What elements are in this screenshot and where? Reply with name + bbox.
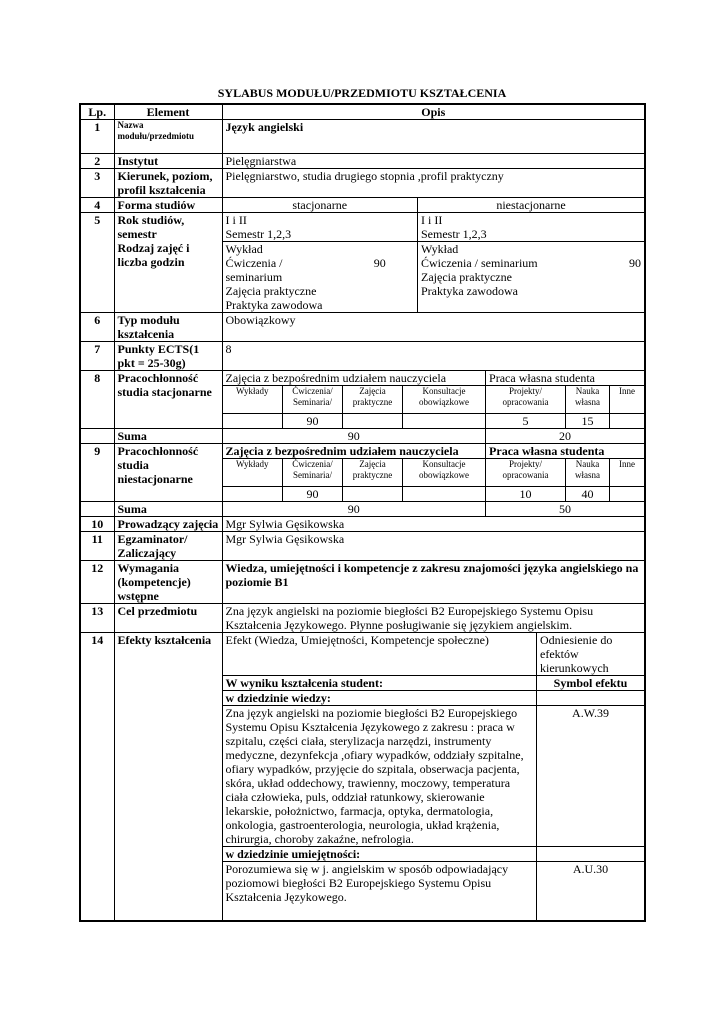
row-11-value: Mgr Sylwia Gęsikowska [222, 532, 645, 561]
r9-suma-direct: 90 [347, 502, 360, 516]
header-element: Element [114, 104, 222, 120]
zaj-stac-3: Praktyka zawodowa [225, 298, 323, 312]
r9-val-0 [223, 487, 283, 502]
row-2 [80, 154, 645, 169]
umiejetnosci-symbol: A.U.30 [537, 862, 645, 920]
r8-direct: Zajęcia z bezpośrednim udziałem nauczyciela [223, 371, 486, 386]
sem-niestac: Semestr 1,2,3 [421, 227, 487, 241]
row-5-element-2: Rodzaj zajęć i liczba godzin [117, 241, 190, 269]
row-12 [80, 561, 645, 604]
r8-col-1: Ćwiczenia/ Seminaria/ [283, 386, 343, 414]
row-9-element: Pracochłonność studia niestacjonarne [114, 444, 222, 502]
row-7-element: Punkty ECTS(1 pkt = 25-30g) [114, 342, 222, 371]
r8-col-6: Inne [610, 386, 644, 414]
row-8-element: Pracochłonność studia stacjonarne [114, 371, 222, 429]
row-10-lp: 10 [80, 517, 114, 532]
r9-col-4: Projekty/ opracowania [486, 459, 566, 487]
r8-suma-direct: 90 [347, 429, 360, 443]
row-2-lp: 2 [80, 154, 114, 169]
row-3-value: Pielęgniarstwo, studia drugiego stopnia ,profil praktyczny [222, 169, 645, 198]
r8-col-2: Zajęcia praktyczne [343, 386, 403, 414]
row-9-lp: 9 [80, 444, 114, 502]
row-12-value: Wiedza, umiejętności i kompetencje z zakresu znajomości języka angielskiego na poziomie B1 [222, 561, 645, 604]
header-lp: Lp. [80, 104, 114, 120]
row-10-value: Mgr Sylwia Gęsikowska [222, 517, 645, 532]
row-14-lp: 14 [80, 633, 114, 921]
r9-val-2 [343, 487, 403, 502]
row-8-suma [80, 429, 645, 444]
zaj-stac-0: Wykład [225, 242, 263, 256]
r8-val-3 [403, 414, 486, 429]
r9-val-5: 40 [566, 487, 610, 502]
hours-niestac-0 [590, 242, 644, 257]
row-14-element: Efekty kształcenia [114, 633, 222, 921]
row-5-element: Rok studiów, semestr [117, 213, 185, 241]
row-9-suma [80, 502, 645, 517]
row-7-value: 8 [222, 342, 645, 371]
r9-col-2: Zajęcia praktyczne [343, 459, 403, 487]
row-9 [80, 444, 645, 502]
zaj-niestac-3: Praktyka zawodowa [421, 284, 518, 298]
r9-col-1: Ćwiczenia/ Seminaria/ [283, 459, 343, 487]
r8-suma-label: Suma [114, 429, 222, 444]
row-2-value: Pielęgniarstwa [222, 154, 645, 169]
hours-stac-3 [343, 298, 418, 312]
r8-val-2 [343, 414, 403, 429]
r8-col-4: Projekty/ opracowania [486, 386, 566, 414]
row-2-element: Instytut [114, 154, 222, 169]
r9-own: Praca własna studenta [486, 444, 644, 459]
r9-val-6 [610, 487, 644, 502]
hours-stac-1: 90 [373, 256, 386, 270]
w-dziedzinie-umiejetnosci: w dziedzinie umiejętności: [225, 847, 361, 861]
row-10 [80, 517, 645, 532]
r9-suma-label: Suma [114, 502, 222, 517]
odniesienie-header: Odniesienie do efektów kierunkowych [537, 633, 645, 676]
row-4-element: Forma studiów [114, 198, 222, 213]
r9-val-4: 10 [486, 487, 566, 502]
r9-col-3: Konsultacje obowiązkowe [403, 459, 486, 487]
row-6 [80, 313, 645, 342]
row-6-lp: 6 [80, 313, 114, 342]
row-1 [80, 120, 645, 154]
row-13-value: Zna język angielski na poziomie biegłości B2 Europejskiego Systemu Opisu Kształcenia Językowego. Płynne posługiwanie się językiem angielskim. [222, 604, 645, 633]
w-dziedzinie-wiedzy: w dziedzinie wiedzy: [225, 691, 331, 705]
r9-val-1: 90 [283, 487, 343, 502]
header-opis: Opis [222, 104, 645, 120]
hours-niestac-2 [590, 270, 644, 284]
row-5-lp: 5 [80, 213, 114, 313]
zaj-stac-2: Zajęcia praktyczne [225, 284, 317, 298]
row-7-lp: 7 [80, 342, 114, 371]
row-11-lp: 11 [80, 532, 114, 561]
r9-col-6: Inne [610, 459, 644, 487]
forma-stacjonarne: stacjonarne [292, 198, 348, 212]
row-1-lp: 1 [80, 120, 114, 154]
w-wyniku: W wyniku kształcenia student: [225, 676, 383, 690]
r8-col-0: Wykłady [223, 386, 283, 414]
r8-suma-own: 20 [486, 429, 645, 443]
r8-val-5: 15 [566, 414, 610, 429]
r8-val-1: 90 [283, 414, 343, 429]
rok-stac: I i II [225, 213, 247, 227]
umiejetnosci-text: Porozumiewa się w j. angielskim w sposób odpowiadający poziomowi biegłości B2 Europejskiego Systemu Opisu Kształcenia Językowego. [225, 862, 509, 904]
zaj-stac-1: Ćwiczenia / seminarium [225, 256, 283, 284]
wiedza-symbol: A.W.39 [537, 706, 645, 847]
row-11 [80, 532, 645, 561]
row-14 [80, 633, 645, 921]
row-3-lp: 3 [80, 169, 114, 198]
hours-stac-2 [343, 284, 418, 298]
zaj-niestac-2: Zajęcia praktyczne [421, 270, 512, 284]
zaj-niestac-0: Wykład [421, 242, 459, 256]
wiedza-text: Zna język angielski na poziomie biegłości B2 Europejskiego Systemu Opisu Kształcenia Językowego z zakresu : praca w szpitalu, części ciała, sterylizacja narzędzi, instrumenty medyczne, dezynfekcja ,ofiary wypadków, oddziały szpitalne, ofiary wypadków, przyjęcie do szpitala, obserwacja pacjenta, skóra, układ oddechowy, trawienny, moczowy, temperatura ciała człowieka, puls, oddział ratunkowy, skierowanie lekarskie, położnictwo, farmacja, optyka, dermatologia, onkologia, gastroenterologia, neurologia, układ krążenia, chirurgia, choroby zakaźne, nefrologia. [225, 706, 524, 846]
zaj-niestac-1: Ćwiczenia / seminarium [421, 256, 538, 270]
row-13 [80, 604, 645, 633]
row-6-element: Typ modułu kształcenia [114, 313, 222, 342]
r8-col-3: Konsultacje obowiązkowe [403, 386, 486, 414]
row-1-element: Nazwa modułu/przedmiotu [114, 120, 222, 154]
efekt-header: Efekt (Wiedza, Umiejętności, Kompetencje społeczne) [225, 633, 489, 647]
r9-col-5: Nauka własna [566, 459, 610, 487]
row-3-element: Kierunek, poziom, profil kształcenia [114, 169, 222, 198]
row-8-lp: 8 [80, 371, 114, 429]
row-7 [80, 342, 645, 371]
hours-niestac-3 [590, 284, 644, 298]
table-header [80, 104, 645, 120]
r8-val-4: 5 [486, 414, 566, 429]
r8-val-6 [610, 414, 644, 429]
r9-direct: Zajęcia z bezpośrednim udziałem nauczyciela [223, 444, 486, 459]
row-13-lp: 13 [80, 604, 114, 633]
syllabus-table [79, 103, 646, 922]
document-title: SYLABUS MODUŁU/PRZEDMIOTU KSZTAŁCENIA [217, 86, 507, 100]
r8-own: Praca własna studenta [486, 371, 644, 386]
row-4-lp: 4 [80, 198, 114, 213]
r9-val-3 [403, 487, 486, 502]
r8-val-0 [223, 414, 283, 429]
r9-suma-own: 50 [486, 502, 645, 516]
hours-niestac-1: 90 [629, 256, 641, 270]
row-1-value: Język angielski [222, 120, 645, 154]
rok-niestac: I i II [421, 213, 443, 227]
row-13-element: Cel przedmiotu [114, 604, 222, 633]
row-6-value: Obowiązkowy [222, 313, 645, 342]
sem-stac: Semestr 1,2,3 [225, 227, 292, 241]
symbol-efektu: Symbol efektu [537, 676, 645, 691]
row-4 [80, 198, 645, 213]
forma-niestacjonarne: niestacjonarne [418, 198, 645, 212]
row-5 [80, 213, 645, 313]
row-12-lp: 12 [80, 561, 114, 604]
row-10-element: Prowadzący zajęcia [114, 517, 222, 532]
row-11-element: Egzaminator/ Zaliczający [114, 532, 222, 561]
row-8 [80, 371, 645, 429]
r8-col-5: Nauka własna [566, 386, 610, 414]
row-12-element: Wymagania (kompetencje) wstępne [114, 561, 222, 604]
hours-stac-0 [343, 242, 418, 257]
r9-col-0: Wykłady [223, 459, 283, 487]
row-3 [80, 169, 645, 198]
